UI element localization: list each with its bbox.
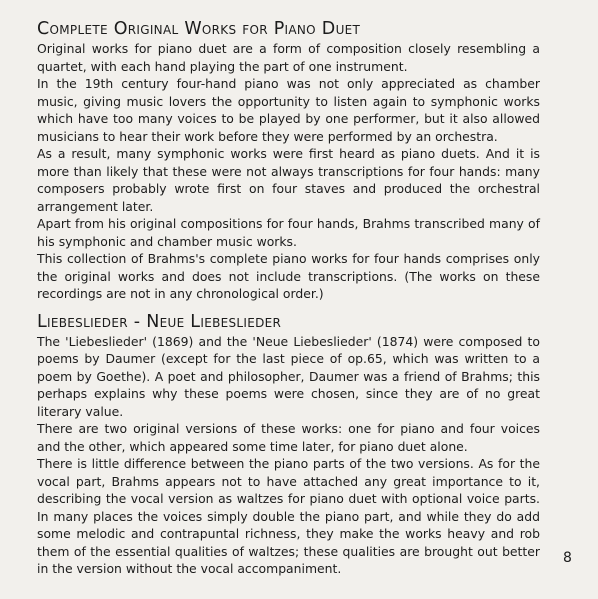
paragraph: Original works for piano duet are a form of composition closely resembling a quartet, with each hand playing the part of one instrument.: [37, 41, 540, 74]
paragraph: The 'Liebeslieder' (1869) and the 'Neue Liebeslieder' (1874) were composed to poems by Daumer (except for the last piece of op.65, which was written to a poem by Goethe). A poet and philosopher, Daumer was a friend of Brahms; this perhaps explains why these poems were chosen, since they are of no great literary value.: [37, 333, 540, 419]
paragraph: There are two original versions of these works: one for piano and four voices and the other, which appeared some time later, for piano duet alone.: [37, 421, 540, 454]
booklet-page: [37, 18, 540, 578]
paragraph: There is little difference between the piano parts of the two versions. As for the vocal part, Brahms appears not to have attached any great importance to it, describing the vocal version as waltzes for piano duet with optional voice parts. In many places the voices simply double the piano part, and while they do add some melodic and contrapuntal richness, they make the works heavy and rob them of the essential qualities of waltzes; these qualities are brought out better in the version without the vocal accompaniment.: [37, 456, 540, 576]
paragraph: In the 19th century four-hand piano was not only appreciated as chamber music, giving music lovers the opportunity to listen again to symphonic works which have too many voices to be played by one performer, but it also allowed musicians to hear their work before they were performed by an orchestra.: [37, 76, 540, 144]
paragraph: Apart from his original compositions for four hands, Brahms transcribed many of his symphonic and chamber music works.: [37, 216, 540, 249]
paragraph: As a result, many symphonic works were first heard as piano duets. And it is more than likely that these were not always transcriptions for four hands: many composers probably wrote first on four staves and produced the orchestral arrangement later.: [37, 146, 540, 214]
page-number: 8: [563, 550, 572, 566]
section-heading-original-works: Complete Original Works for Piano Duet: [37, 19, 361, 39]
paragraph: This collection of Brahms's complete piano works for four hands comprises only the original works and does not include transcriptions. (The works on these recordings are not in any chronological order.): [37, 251, 540, 301]
section-heading-liebeslieder: Liebeslieder - Neue Liebeslieder: [37, 311, 282, 332]
